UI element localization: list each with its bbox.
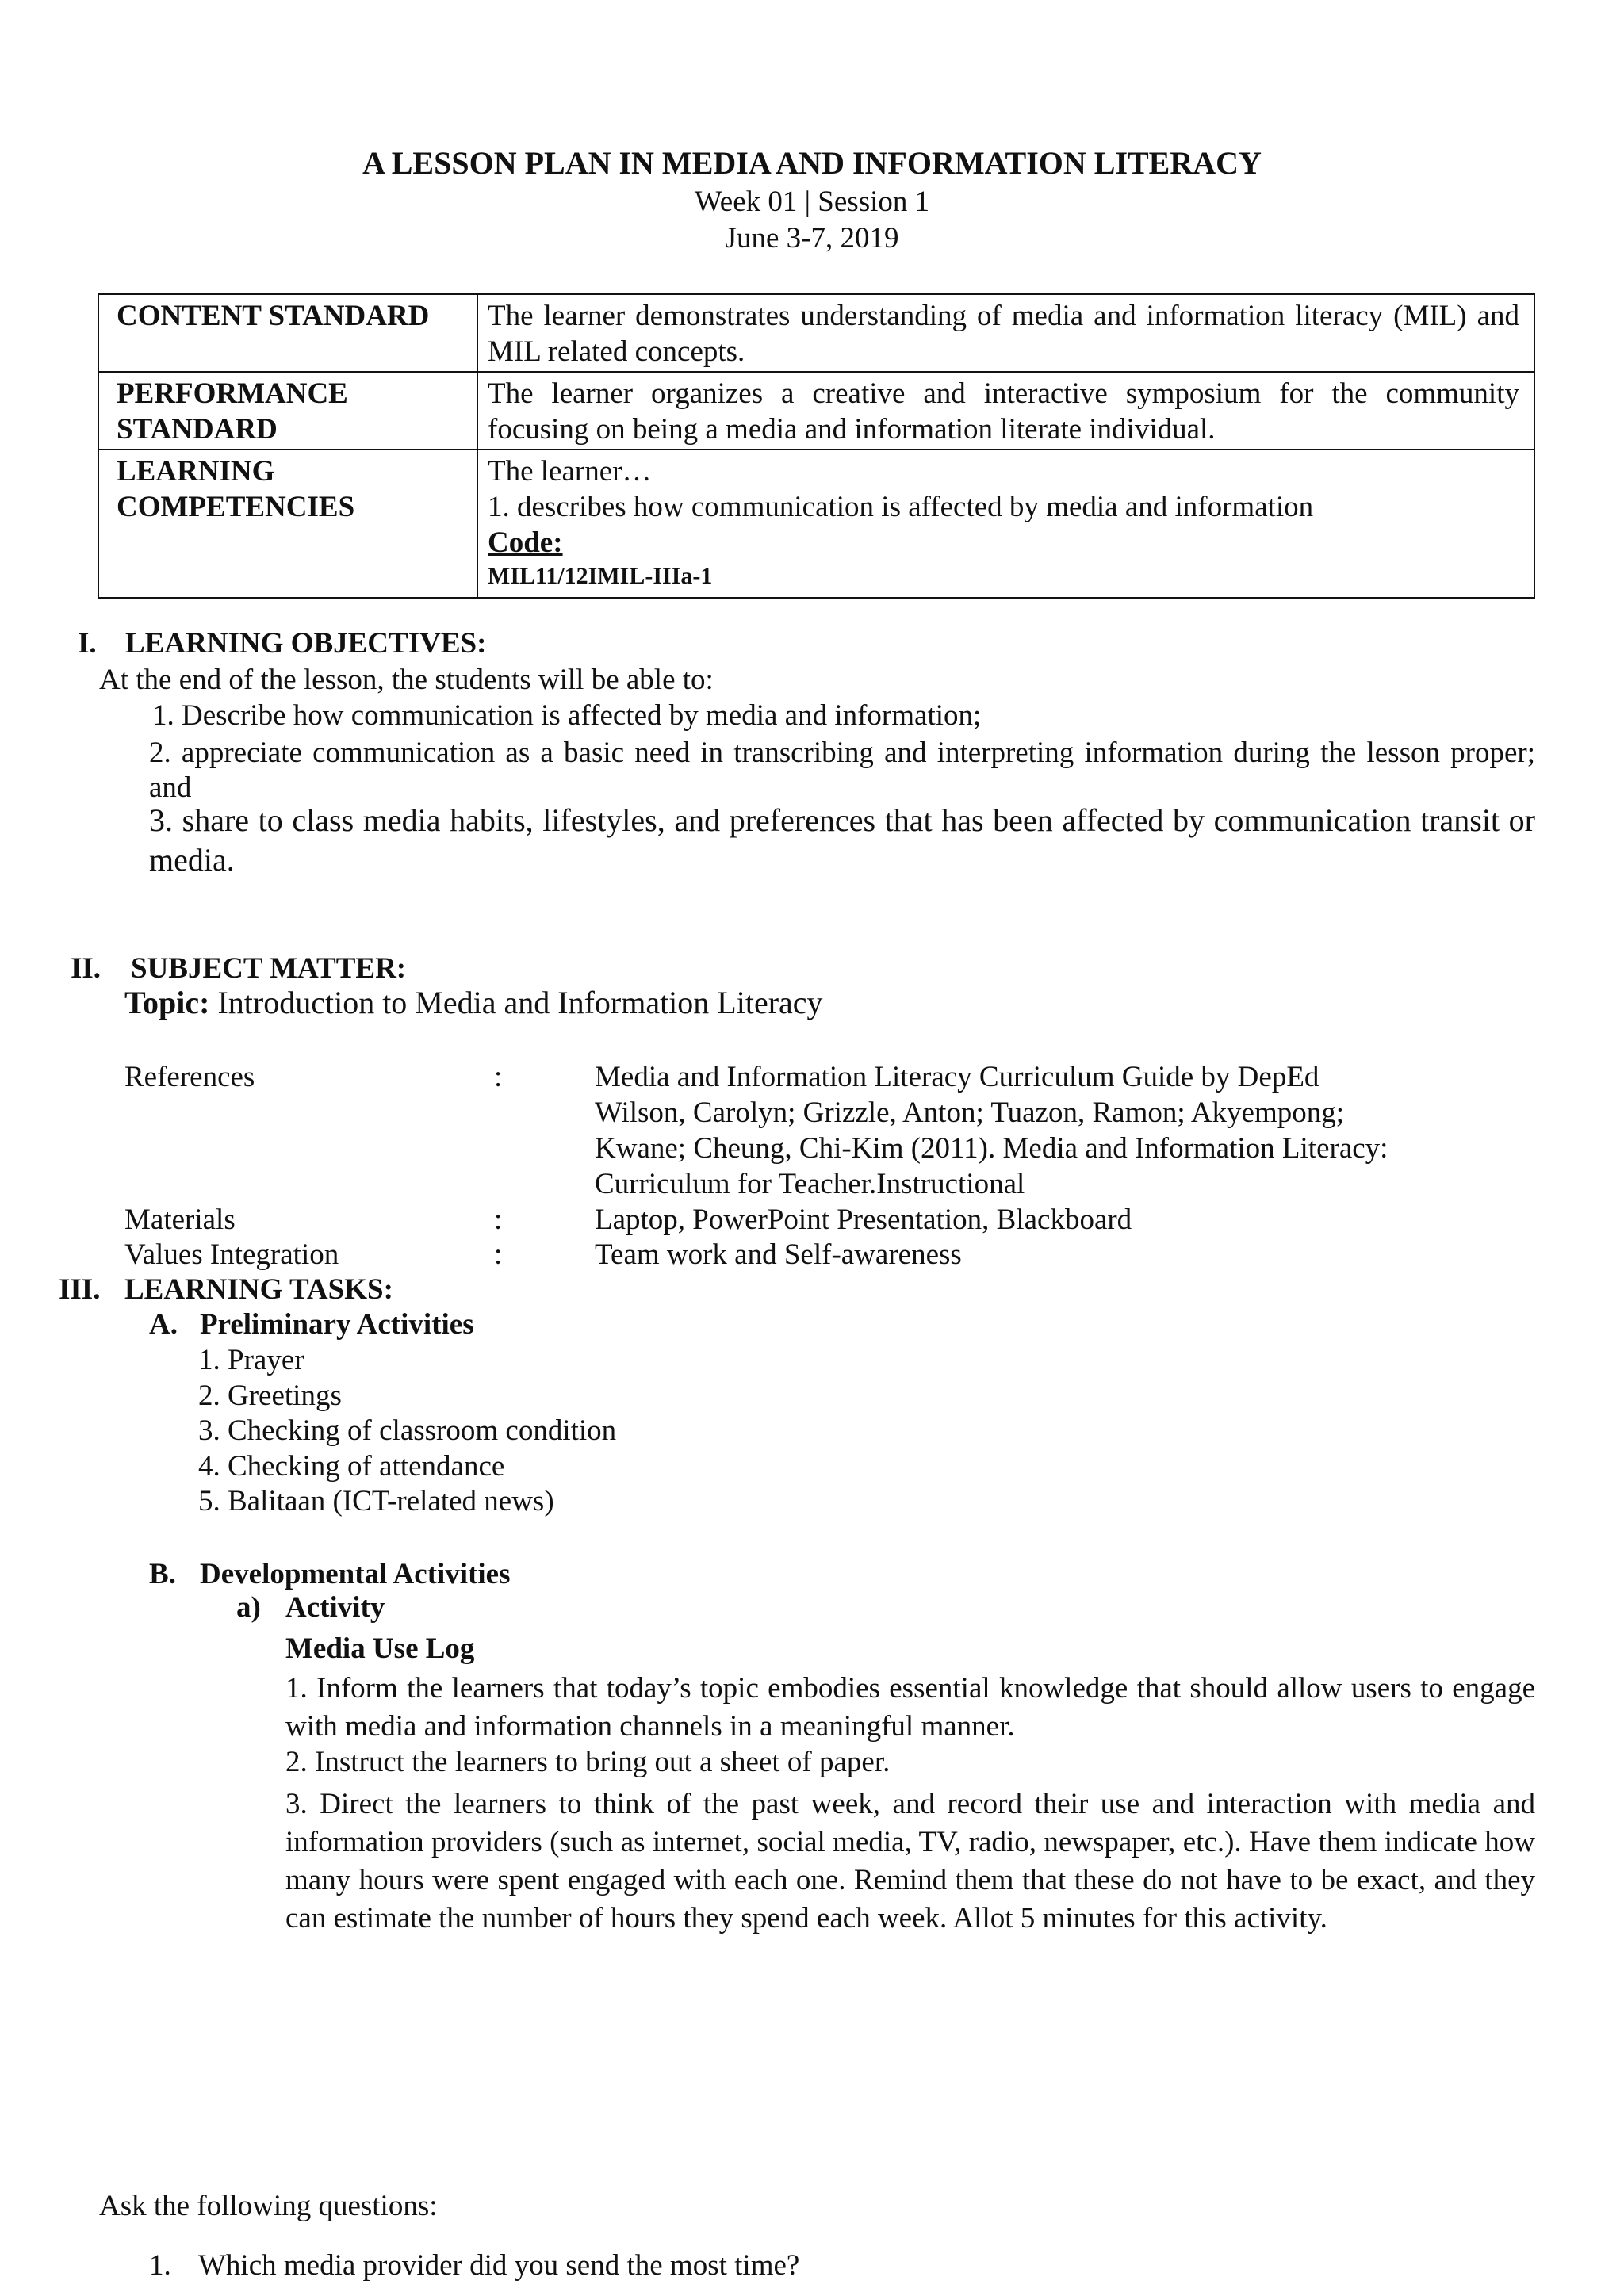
subject-matter-heading: SUBJECT MATTER:: [131, 952, 407, 985]
activity-letter: a): [236, 1591, 261, 1624]
topic-label: Topic:: [124, 985, 210, 1020]
learning-competencies-label: [98, 450, 477, 598]
subject-matter-numeral: II.: [71, 952, 102, 985]
objectives-intro: At the end of the lesson, the students will be able to:: [99, 664, 714, 696]
learning-competencies-label-text: LEARNING COMPETENCIES: [117, 455, 355, 523]
references-line-1: Media and Information Literacy Curriculum Guide by DepEd: [595, 1061, 1320, 1093]
preliminary-item: 5. Balitaan (ICT-related news): [198, 1485, 554, 1517]
lesson-date: June 3-7, 2019: [725, 222, 899, 254]
objective-item-1: 1. Describe how communication is affected by media and information;: [152, 699, 982, 732]
learning-competencies-value: [477, 450, 1534, 598]
content-standard-label: CONTENT STANDARD: [98, 294, 477, 372]
references-line-3: Kwane; Cheung, Chi-Kim (2011). Media and Information Literacy:: [595, 1132, 1388, 1165]
performance-standard-row: [98, 372, 1534, 450]
values-integration-value: Team work and Self-awareness: [595, 1238, 962, 1271]
content-standard-row: [98, 294, 1534, 372]
objective-item-2: 2. appreciate communication as a basic need in transcribing and interpreting information during the lesson proper; and: [149, 737, 1535, 804]
code-value: MIL11/12IMIL-IIIa-1: [488, 563, 713, 589]
objectives-numeral: I.: [78, 627, 97, 660]
activity-heading: Activity: [285, 1591, 385, 1624]
materials-colon: :: [494, 1203, 503, 1236]
performance-standard-label: [98, 372, 477, 450]
references-line-4: Curriculum for Teacher.Instructional: [595, 1168, 1025, 1200]
references-line-2: Wilson, Carolyn; Grizzle, Anton; Tuazon, Ramon; Akyempong;: [595, 1096, 1345, 1129]
page-title: A LESSON PLAN IN MEDIA AND INFORMATION LITERACY: [362, 145, 1262, 181]
question-1-number: 1.: [149, 2249, 171, 2282]
activity-step-1: 1. Inform the learners that today’s topic embodies essential knowledge that should allow users to engage with media and information channels in a meaningful manner.: [285, 1672, 1535, 1743]
activity-step-2: 2. Instruct the learners to bring out a sheet of paper.: [285, 1746, 891, 1778]
preliminary-item: 2. Greetings: [198, 1380, 342, 1412]
standards-table: [98, 293, 1535, 599]
question-1-text: Which media provider did you send the most time?: [198, 2249, 800, 2282]
week-session: Week 01 | Session 1: [694, 186, 930, 218]
preliminary-item: 4. Checking of attendance: [198, 1450, 505, 1483]
topic-line: [124, 987, 823, 1019]
objective-item-3: 3. share to class media habits, lifestyles, and preferences that has been affected by communication transit or media.: [149, 802, 1535, 878]
values-integration-label: Values Integration: [124, 1238, 339, 1271]
preliminary-item: 3. Checking of classroom condition: [198, 1414, 617, 1447]
activity-step-3: 3. Direct the learners to think of the past week, and record their use and interaction with media and information providers (such as internet, social media, TV, radio, newspaper, etc.). Have them indicate how many hours were spent engaged with each one. Remind them that these do not have to be exact, and they can estimate the number of hours they spend each week. Allot 5 minutes for this activity.: [285, 1788, 1535, 1934]
references-label: References: [124, 1061, 255, 1093]
competencies-item: 1. describes how communication is affected by media and information: [488, 491, 1314, 523]
learning-tasks-numeral: III.: [59, 1273, 101, 1306]
learning-tasks-heading: LEARNING TASKS:: [124, 1273, 393, 1306]
references-colon: :: [494, 1061, 503, 1093]
questions-intro: Ask the following questions:: [99, 2190, 438, 2222]
learning-competencies-row: [98, 450, 1534, 598]
values-integration-colon: :: [494, 1238, 503, 1271]
materials-value: Laptop, PowerPoint Presentation, Blackboard: [595, 1203, 1132, 1236]
objectives-heading: LEARNING OBJECTIVES:: [125, 627, 487, 660]
developmental-letter: B.: [149, 1558, 176, 1590]
preliminary-letter: A.: [149, 1308, 178, 1341]
activity-title: Media Use Log: [285, 1632, 475, 1665]
competencies-intro: The learner…: [488, 455, 652, 488]
performance-standard-label-text: PERFORMANCE STANDARD: [117, 377, 348, 446]
materials-label: Materials: [124, 1203, 236, 1236]
topic-value: Introduction to Media and Information Literacy: [217, 985, 823, 1020]
performance-standard-value: The learner organizes a creative and interactive symposium for the community focusing on being a media and information literate individual.: [477, 372, 1534, 450]
preliminary-heading: Preliminary Activities: [200, 1308, 474, 1341]
developmental-heading: Developmental Activities: [200, 1558, 511, 1590]
content-standard-value: The learner demonstrates understanding of media and information literacy (MIL) and MIL related concepts.: [477, 294, 1534, 372]
preliminary-item: 1. Prayer: [198, 1344, 304, 1376]
code-label: Code:: [488, 526, 563, 559]
